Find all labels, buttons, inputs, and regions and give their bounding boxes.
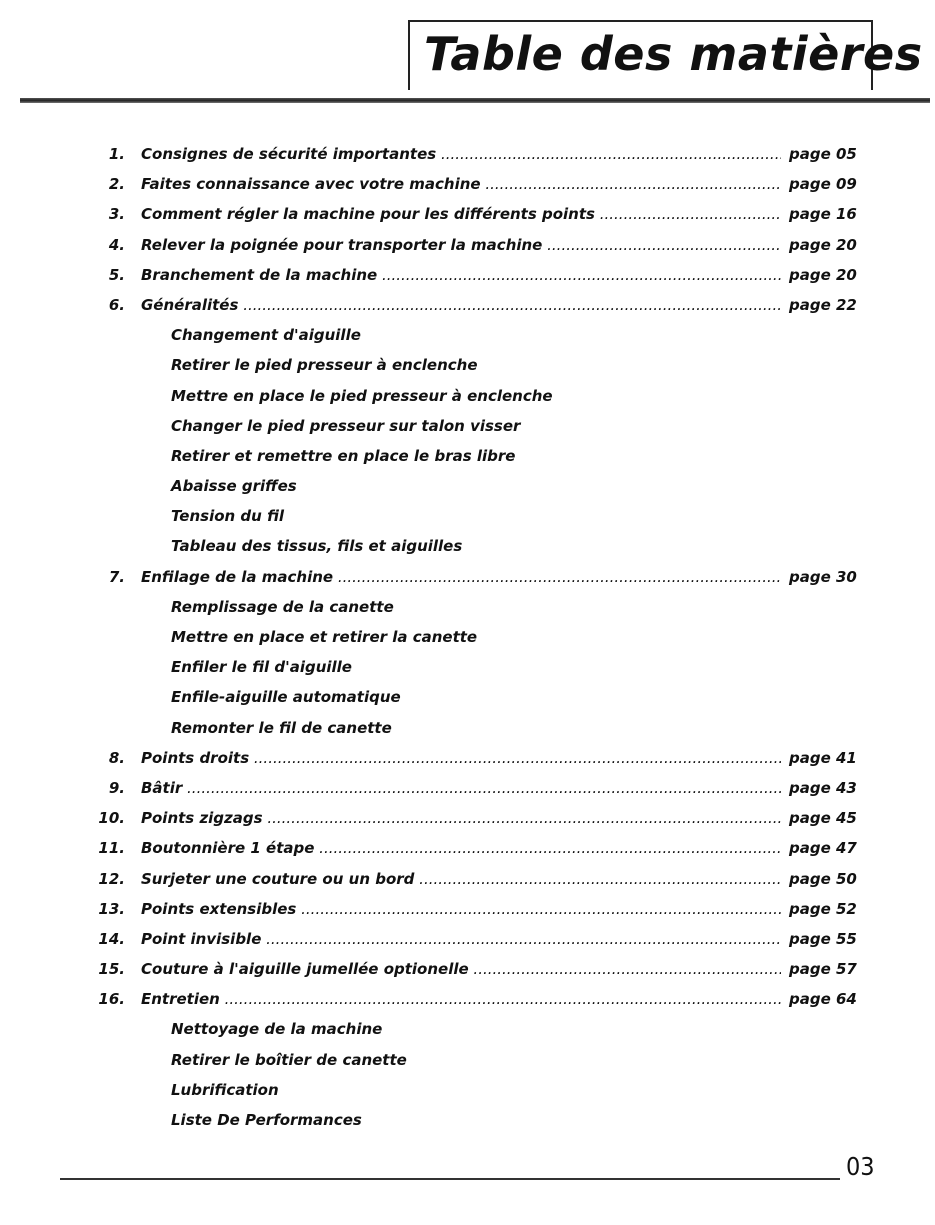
toc-entry [0,954,935,984]
subentry-title: Mettre en place le pied presseur à enclenche [171,386,553,405]
toc-subentry [0,501,935,531]
subentry-title: Retirer et remettre en place le bras libre [171,446,516,465]
toc-subentry [0,592,935,622]
toc-subentry [0,320,935,350]
entry-number: 4. [108,235,125,254]
entry-page: page 30 [789,567,857,586]
toc-entry [0,803,935,833]
entry-title: Points zigzags ..... [141,803,781,833]
subentry-title: Retirer le boîtier de canette [171,1050,407,1069]
entry-number: 10. [98,809,125,828]
entry-title: Points droits ..... [141,743,781,773]
toc-subentry [0,471,935,501]
entry-title: Comment régler la machine pour les différents points ..... [141,199,781,229]
entry-title: Relever la poignée pour transporter la machine ..... [141,230,781,260]
toc-entry [0,924,935,954]
entry-title: Faites connaissance avec votre machine ..... [141,169,781,199]
toc-entry [0,199,935,229]
entry-page: page 64 [789,990,857,1009]
entry-number: 1. [108,145,125,163]
subentry-title: Tension du fil [171,507,285,526]
entry-page: page 47 [789,839,857,858]
toc-subentry [0,381,935,411]
subentry-title: Lubrification [171,1080,279,1099]
toc-subentry [0,682,935,712]
toc-subentry [0,622,935,652]
toc-entry [0,139,935,169]
entry-title: Point invisible ..... [141,924,781,954]
entry-number: 15. [98,960,125,979]
toc-subentry [0,713,935,743]
toc-entry [0,773,935,803]
entry-number: 13. [98,899,125,918]
toc-entry [0,230,935,260]
page-number: 03 [846,1152,875,1181]
toc-entry [0,260,935,290]
toc-entry [0,290,935,320]
entry-title: Points extensibles ..... [141,894,781,924]
entry-number: 6. [108,295,125,314]
entry-number: 12. [98,869,125,888]
entry-number: 11. [98,839,125,858]
entry-number: 16. [98,990,125,1009]
entry-number: 9. [108,778,125,797]
page-title: Table des matières [424,27,923,81]
toc-entry [0,864,935,894]
entry-page: page 20 [789,235,857,254]
entry-page: page 43 [789,778,857,797]
entry-number: 14. [98,929,125,948]
entry-page: page 20 [789,265,857,284]
entry-title: Entretien ..... [141,984,781,1014]
entry-number: 7. [108,567,125,586]
subentry-title: Remonter le fil de canette [171,718,392,737]
header-rule [20,98,930,103]
toc-entry [0,562,935,592]
entry-page: page 52 [789,899,857,918]
entry-page: page 50 [789,869,857,888]
toc-subentry [0,1014,935,1044]
entry-page: page 57 [789,960,857,979]
entry-page: page 55 [789,929,857,948]
toc-entry [0,984,935,1014]
entry-number: 5. [108,265,125,284]
subentry-title: Retirer le pied presseur à enclenche [171,356,478,375]
entry-page: page 09 [789,175,857,194]
toc-subentry [0,652,935,682]
toc-entry [0,743,935,773]
entry-title: Enfilage de la machine ..... [141,562,781,592]
toc-subentry [0,441,935,471]
toc-subentry [0,1075,935,1105]
table-of-contents [0,139,935,1135]
title-box [408,20,923,90]
entry-title: Branchement de la machine ..... [141,260,781,290]
entry-title: Généralités ..... [141,290,781,320]
entry-page: page 41 [789,748,857,767]
toc-subentry [0,1045,935,1075]
subentry-title: Tableau des tissus, fils et aiguilles [171,537,463,556]
subentry-title: Mettre en place et retirer la canette [171,628,478,646]
entry-page: page 22 [789,295,857,314]
toc-entry [0,833,935,863]
entry-title: Couture à l'aiguille jumellée optionelle ..... [141,954,781,984]
toc-subentry [0,531,935,561]
toc-subentry [0,1105,935,1135]
entry-page: page 45 [789,809,857,828]
entry-number: 2. [108,175,125,194]
subentry-title: Enfiler le fil d'aiguille [171,658,352,677]
entry-title: Consignes de sécurité importantes ..... [141,139,781,169]
toc-entry [0,169,935,199]
toc-subentry [0,350,935,380]
entry-number: 8. [108,748,125,767]
subentry-title: Remplissage de la canette [171,597,394,616]
toc-subentry [0,411,935,441]
subentry-title: Enfile-aiguille automatique [171,688,401,707]
subentry-title: Changement d'aiguille [171,326,361,345]
subentry-title: Abaisse griffes [171,477,297,496]
subentry-title: Changer le pied presseur sur talon visser [171,416,521,435]
footer-rule [60,1178,840,1180]
subentry-title: Nettoyage de la machine [171,1020,383,1039]
entry-title: Bâtir ..... [141,773,781,803]
subentry-title: Liste De Performances [171,1111,362,1129]
entry-number: 3. [108,205,125,224]
toc-entry [0,894,935,924]
entry-page: page 05 [789,145,857,163]
entry-page: page 16 [789,205,857,224]
entry-title: Boutonnière 1 étape ..... [141,833,781,863]
entry-title: Surjeter une couture ou un bord ..... [141,864,781,894]
